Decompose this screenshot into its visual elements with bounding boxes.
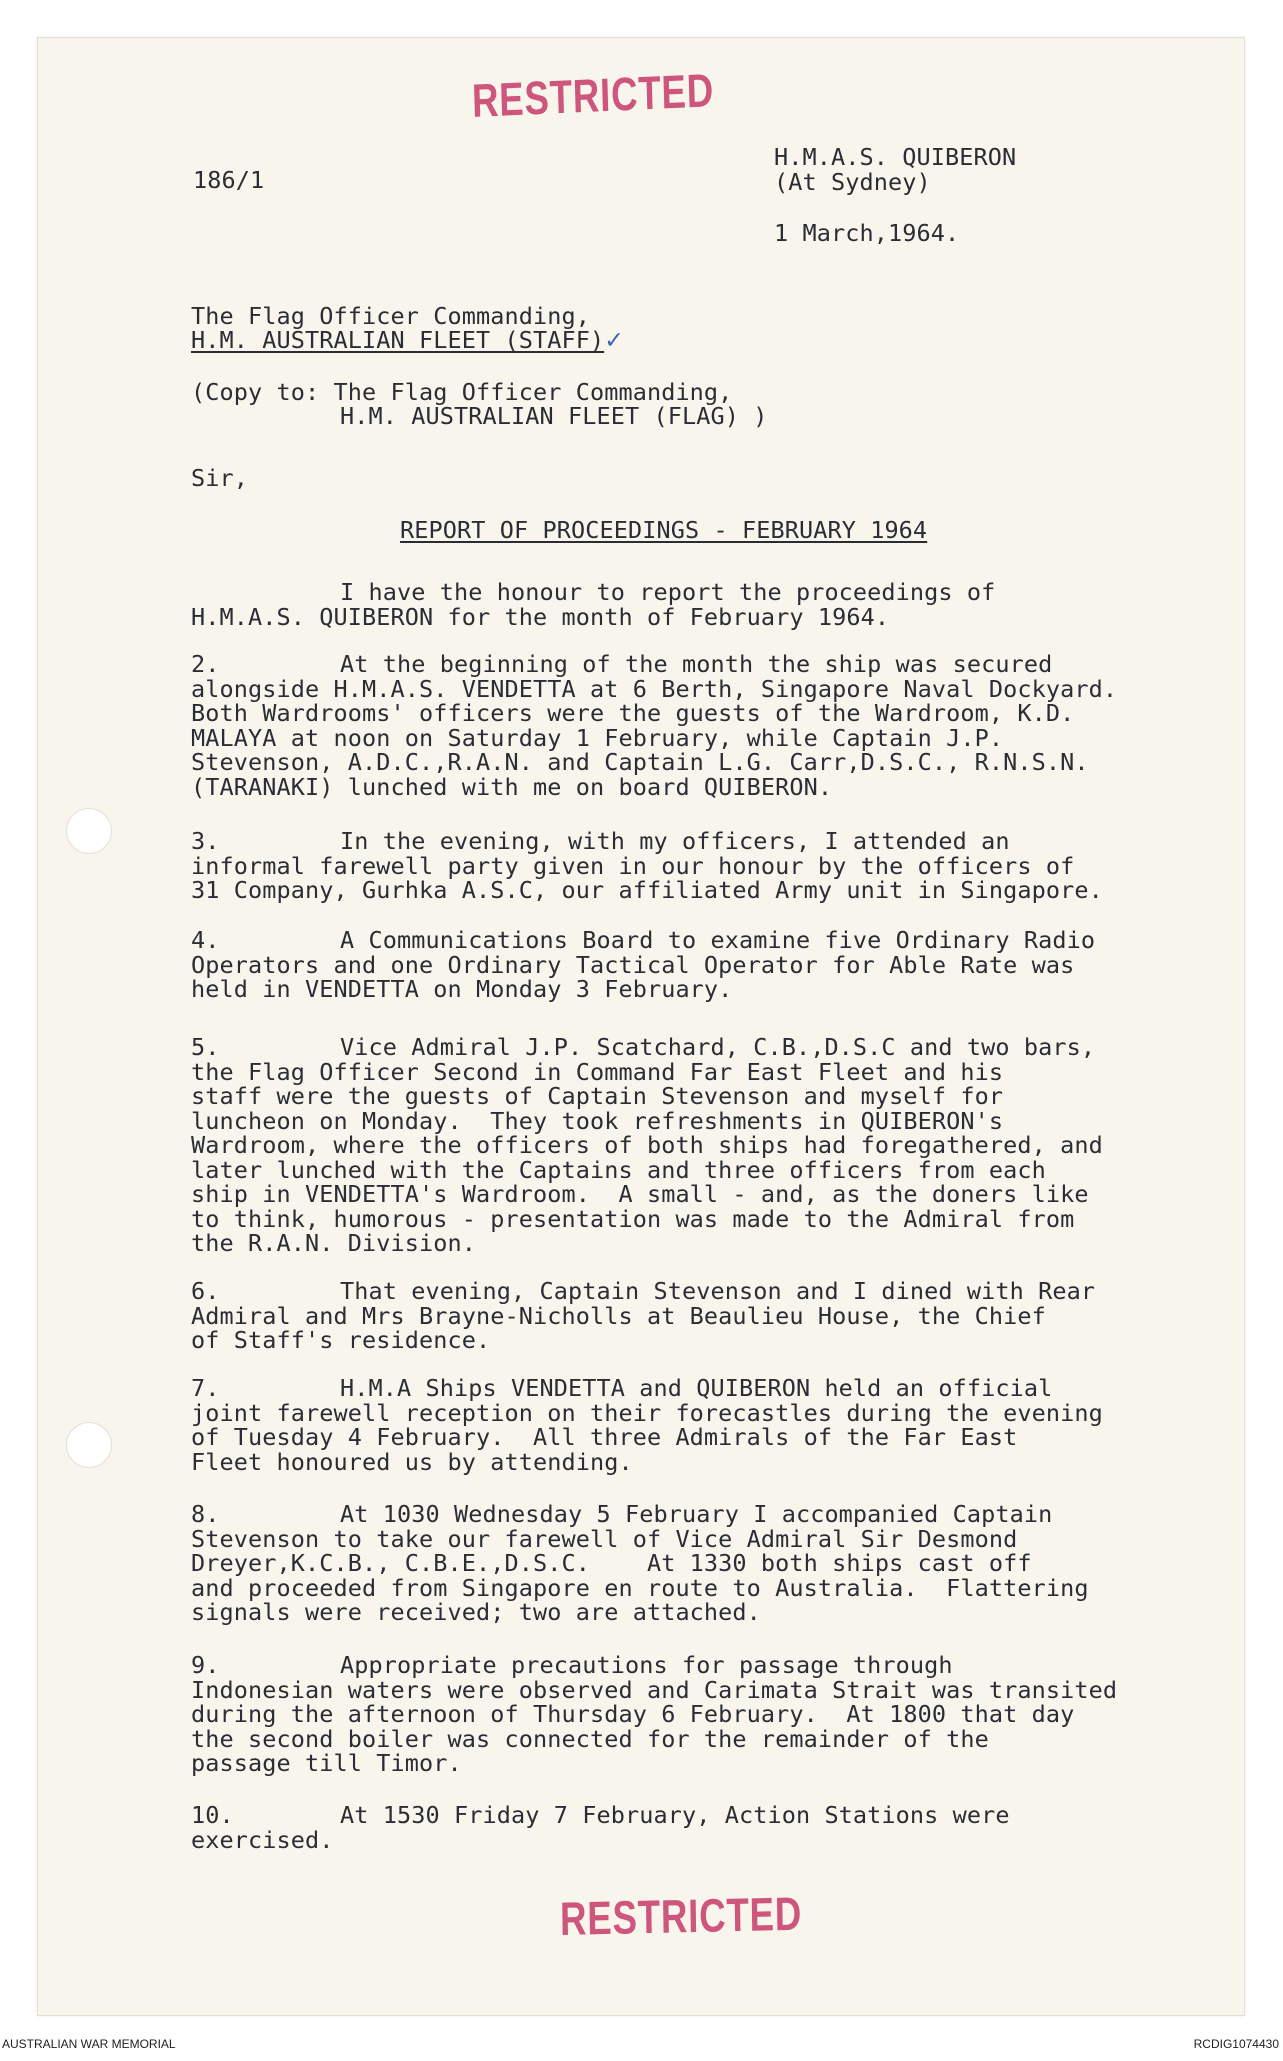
paragraph-number: 4. [191,926,220,954]
paragraph-line: Indonesian waters were observed and Carimata Strait was transited [191,1675,1118,1704]
sender-ship: H.M.A.S. QUIBERON [774,143,1017,171]
paragraph-line: I have the honour to report the proceedings of [340,578,996,606]
copy-to-line-2: H.M. AUSTRALIAN FLEET (FLAG) ) [340,402,768,430]
paragraph-line: exercised. [191,1825,334,1854]
salutation: Sir, [191,464,248,492]
paragraph-line: of Staff's residence. [191,1326,491,1354]
paragraph-number: 10. [191,1801,234,1829]
paragraph-line: held in VENDETTA on Monday 3 February. [191,975,733,1003]
check-mark-icon: ✓ [604,326,624,354]
letter-date: 1 March,1964. [774,219,960,247]
paragraph-line: At 1530 Friday 7 February, Action Stations were [340,1801,1010,1829]
paragraph-line: H.M.A.S. QUIBERON for the month of February 1964. [191,602,890,631]
paragraph-line: Dreyer,K.C.B., C.B.E.,D.S.C. At 1330 both ships cast off [191,1549,1032,1577]
paragraph-line: A Communications Board to examine five Ordinary Radio [340,926,1096,954]
footer-source: AUSTRALIAN WAR MEMORIAL [2,2037,176,2051]
paragraph-line: At 1030 Wednesday 5 February I accompanied Captain [340,1500,1053,1528]
paragraph-line: Vice Admiral J.P. Scatchard, C.B.,D.S.C and two bars, [340,1033,1096,1061]
paragraph-number: 6. [191,1277,220,1305]
paragraph-line: informal farewell party given in our honour by the officers of [191,851,1075,880]
addressee-line-1: The Flag Officer Commanding, [191,302,590,330]
restricted-stamp-bottom: RESTRICTED [559,1886,803,1945]
report-title: REPORT OF PROCEEDINGS - FEBRUARY 1964 [400,516,928,544]
footer-id: RCDIG1074430 [1193,2037,1279,2051]
paragraph-number: 8. [191,1500,220,1528]
paragraph-line: Wardroom, where the officers of both ships had foregathered, and [191,1131,1103,1159]
paragraph-line: Appropriate precautions for passage through [340,1651,953,1679]
paragraph-line: the second boiler was connected for the remainder of the [191,1724,989,1753]
paragraph-line: later lunched with the Captains and three officers from each [191,1155,1046,1184]
punch-hole [66,808,112,854]
paragraph-line: during the afternoon of Thursday 6 February. At 1800 that day [191,1700,1075,1728]
paragraph-line: H.M.A Ships VENDETTA and QUIBERON held an official [340,1374,1053,1402]
paragraph-line: Stevenson, A.D.C.,R.A.N. and Captain L.G. Carr,D.S.C., R.N.S.N. [191,748,1089,776]
paragraph-number: 3. [191,827,220,855]
paragraph-line: luncheon on Monday. They took refreshments in QUIBERON's [191,1106,1004,1135]
sender-location: (At Sydney) [774,168,931,196]
paragraph-line: staff were the guests of Captain Stevenson and myself for [191,1082,1004,1110]
paragraph-line: That evening, Captain Stevenson and I dined with Rear [340,1277,1096,1305]
paragraph-line: (TARANAKI) lunched with me on board QUIBERON. [191,772,833,801]
paragraph-line: Both Wardrooms' officers were the guests of the Wardroom, K.D. [191,699,1075,727]
paragraph-line: ship in VENDETTA's Wardroom. A small - and, as the doners like [191,1180,1089,1208]
copy-to-line-1: (Copy to: The Flag Officer Commanding, [191,378,733,406]
restricted-stamp-top: RESTRICTED [471,63,715,127]
paragraph-line: to think, humorous - presentation was made to the Admiral from [191,1204,1075,1233]
file-reference: 186/1 [193,166,265,194]
paragraph-line: In the evening, with my officers, I attended an [340,827,1010,855]
paragraph-line: Stevenson to take our farewell of Vice Admiral Sir Desmond [191,1524,1018,1553]
paragraph-number: 7. [191,1374,220,1402]
paragraph-line: and proceeded from Singapore en route to Australia. Flattering [191,1573,1089,1602]
paragraph-line: signals were received; two are attached. [191,1598,761,1626]
paragraph-line: Fleet honoured us by attending. [191,1447,633,1476]
paragraph-line: Operators and one Ordinary Tactical Operator for Able Rate was [191,950,1075,979]
paragraph-line: passage till Timor. [191,1749,462,1777]
paragraph-number: 9. [191,1651,220,1679]
paragraph-line: MALAYA at noon on Saturday 1 February, while Captain J.P. [191,723,1004,752]
paragraph-line: the R.A.N. Division. [191,1229,476,1257]
paragraph-line: of Tuesday 4 February. All three Admirals of the Far East [191,1423,1018,1451]
paragraph-line: alongside H.M.A.S. VENDETTA at 6 Berth, Singapore Naval Dockyard. [191,674,1118,703]
paragraph-number: 2. [191,650,220,678]
punch-hole [66,1422,112,1468]
paragraph-line: the Flag Officer Second in Command Far East Fleet and his [191,1057,1004,1086]
paragraph-line: Admiral and Mrs Brayne-Nicholls at Beaulieu House, the Chief [191,1301,1046,1330]
addressee-line-2: H.M. AUSTRALIAN FLEET (STAFF)✓ [191,326,624,354]
paragraph-number: 5. [191,1033,220,1061]
paragraph-line: At the beginning of the month the ship was secured [340,650,1053,678]
paragraph-line: joint farewell reception on their forecastles during the evening [191,1398,1103,1427]
paragraph-line: 31 Company, Gurhka A.S.C, our affiliated Army unit in Singapore. [191,876,1103,904]
